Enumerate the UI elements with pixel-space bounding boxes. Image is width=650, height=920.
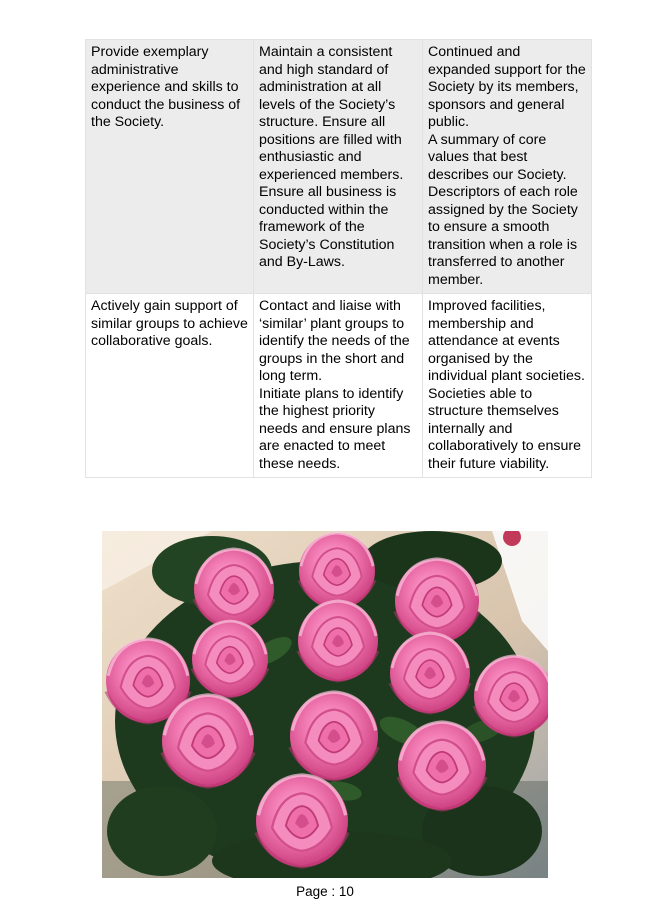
- page-number: Page : 10: [296, 884, 354, 899]
- rose-bouquet-illustration: [102, 531, 548, 878]
- cell-paragraph: Contact and liaise with ‘similar’ plant groups to identify the needs of the groups in the short and long term.: [259, 298, 410, 384]
- table-cell-strategy: [254, 294, 423, 478]
- table-row: [86, 40, 592, 294]
- table-cell-goal: [86, 40, 254, 294]
- table-row: [86, 294, 592, 478]
- table-cell-goal: [86, 294, 254, 478]
- cell-paragraph: Provide exemplary administrative experience and skills to conduct the business of the Society.: [91, 44, 241, 130]
- table-cell-strategy: [254, 40, 423, 294]
- cell-paragraph: Maintain a consistent and high standard of administration at all levels of the Society’s structure. Ensure all positions are filled with enthusiastic and experienced members. Ensure all business is conducted within the framework of the Society’s Constitution and By-Laws.: [259, 44, 404, 270]
- cell-paragraph: A summary of core values that best describes our Society. Descriptors of each role assigned by the Society to ensure a smooth transition when a role is transferred to another member.: [428, 131, 578, 288]
- cell-paragraph: Societies able to structure themselves internally and collaboratively to ensure their future viability.: [428, 385, 581, 472]
- cell-paragraph: Continued and expanded support for the Society by its members, sponsors and general public.: [428, 44, 586, 130]
- table-cell-outcome: [423, 40, 592, 294]
- cell-paragraph: Initiate plans to identify the highest priority needs and ensure plans are enacted to meet these needs.: [259, 385, 411, 472]
- cell-paragraph: Actively gain support of similar groups to achieve collaborative goals.: [91, 298, 248, 349]
- objectives-table: [85, 39, 592, 478]
- rose-bouquet-photo: [102, 531, 548, 878]
- table-cell-outcome: [423, 294, 592, 478]
- cell-paragraph: Improved facilities, membership and attendance at events organised by the individual plant societies.: [428, 298, 585, 384]
